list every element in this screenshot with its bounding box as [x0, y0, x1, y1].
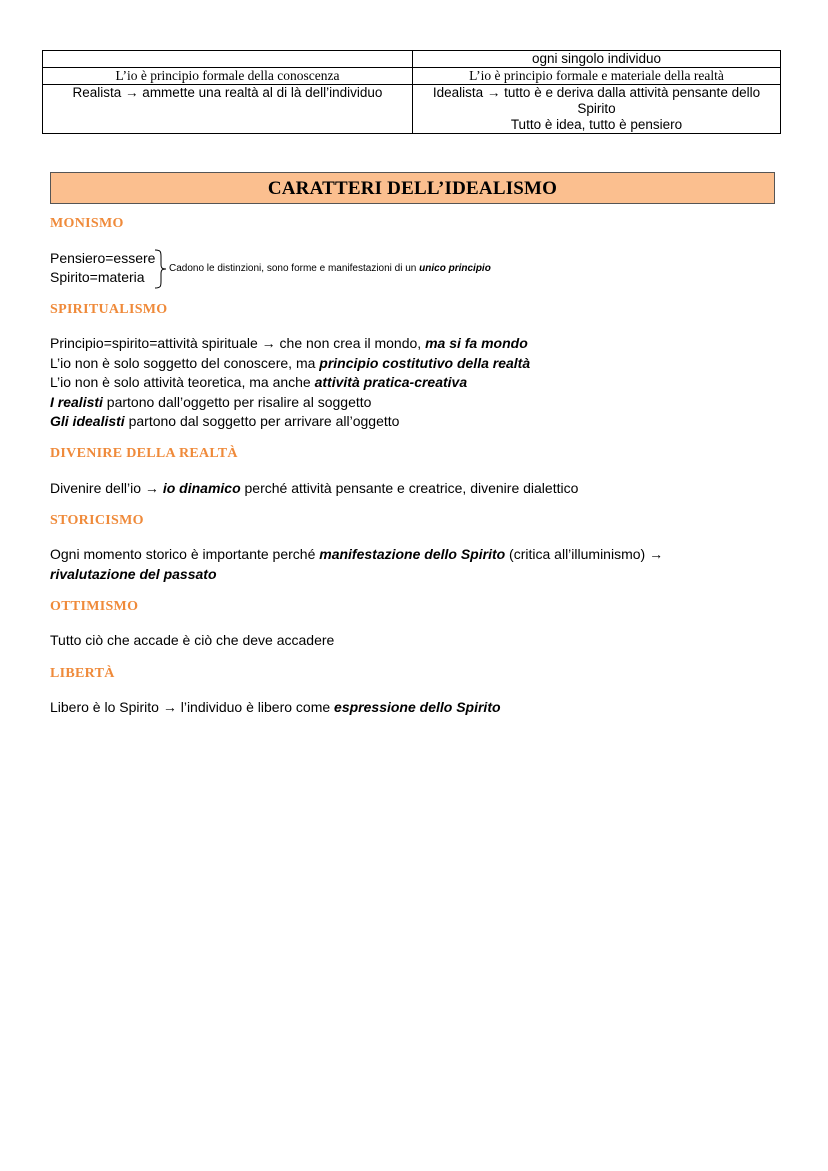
monismo-note [169, 263, 491, 275]
emphasis: ma si fa mondo [425, 335, 528, 351]
text: Ogni momento storico è importante perché [50, 546, 320, 562]
table-cell-line: Spirito [577, 101, 616, 116]
divenire-paragraph [50, 479, 770, 499]
section-banner-title: CARATTERI DELL’IDEALISMO [50, 172, 775, 204]
text-line [50, 393, 770, 413]
emphasis: io dinamico [162, 480, 241, 496]
storicismo-paragraph [50, 545, 770, 584]
text-line [50, 565, 770, 585]
table-cell: ogni singolo individuo [413, 51, 781, 68]
text-line [50, 373, 770, 393]
table-row [43, 85, 781, 134]
text: L’io non è solo attività teoretica, ma anche [50, 374, 315, 390]
text: perché attività pensante e creatrice, divenire dialettico [240, 480, 579, 496]
note-emphasis: unico principio [419, 263, 491, 274]
text-line [50, 545, 770, 565]
monismo-brace-group [50, 249, 491, 287]
text-line [50, 334, 770, 354]
text: partono dal soggetto per arrivare all’oggetto [124, 413, 400, 429]
text-line [50, 412, 770, 432]
liberta-paragraph [50, 698, 770, 718]
table-cell: Realista → ammette una realtà al di là dell’individuo [43, 85, 413, 134]
table-cell: L’io è principio formale e materiale della realtà [413, 68, 781, 85]
text: Principio=spirito=attività spirituale → che non crea il mondo, [50, 335, 426, 351]
monismo-line: Spirito=materia [50, 269, 145, 285]
emphasis: rivalutazione del passato [50, 565, 217, 582]
text-line [50, 479, 770, 499]
table-cell [413, 85, 781, 134]
note-text: Cadono le distinzioni, sono forme e manifestazioni di un [169, 263, 420, 274]
text-line [50, 354, 770, 374]
section-title-monismo: MONISMO [50, 216, 124, 231]
table-cell-line: Idealista → tutto è e deriva dalla attività pensante dello [432, 85, 761, 100]
text: L’io non è solo soggetto del conoscere, ma [50, 354, 320, 371]
text-line: Tutto ciò che accade è ciò che deve accadere [50, 632, 335, 648]
ottimismo-paragraph [50, 631, 770, 651]
emphasis: principio costitutivo della realtà [319, 354, 531, 371]
table-row [43, 51, 781, 68]
table-row [43, 68, 781, 85]
text: Divenire dell’io → [50, 480, 163, 496]
table-cell [43, 51, 413, 68]
spiritualismo-paragraph [50, 334, 770, 432]
comparison-table [42, 50, 781, 134]
emphasis: Gli idealisti [50, 413, 125, 429]
section-title-storicismo: STORICISMO [50, 513, 144, 528]
curly-brace-icon [153, 249, 169, 289]
section-title-divenire: DIVENIRE DELLA REALTÀ [50, 446, 238, 461]
table-cell-line: Tutto è idea, tutto è pensiero [510, 117, 683, 132]
emphasis: attività pratica-creativa [314, 374, 468, 390]
text-line [50, 698, 770, 718]
text: Libero è lo Spirito → l’individuo è libero come [50, 699, 335, 715]
section-title-spiritualismo: SPIRITUALISMO [50, 302, 168, 317]
section-title-ottimismo: OTTIMISMO [50, 599, 139, 614]
monismo-line: Pensiero=essere [50, 250, 156, 266]
emphasis: I realisti [50, 393, 103, 410]
text: partono dall’oggetto per risalire al soggetto [102, 393, 372, 410]
section-title-liberta: LIBERTÀ [50, 666, 115, 681]
emphasis: manifestazione dello Spirito [319, 546, 506, 562]
emphasis: espressione dello Spirito [334, 699, 501, 715]
table-cell: L’io è principio formale della conoscenza [43, 68, 413, 85]
text: (critica all’illuminismo) → [505, 546, 664, 562]
